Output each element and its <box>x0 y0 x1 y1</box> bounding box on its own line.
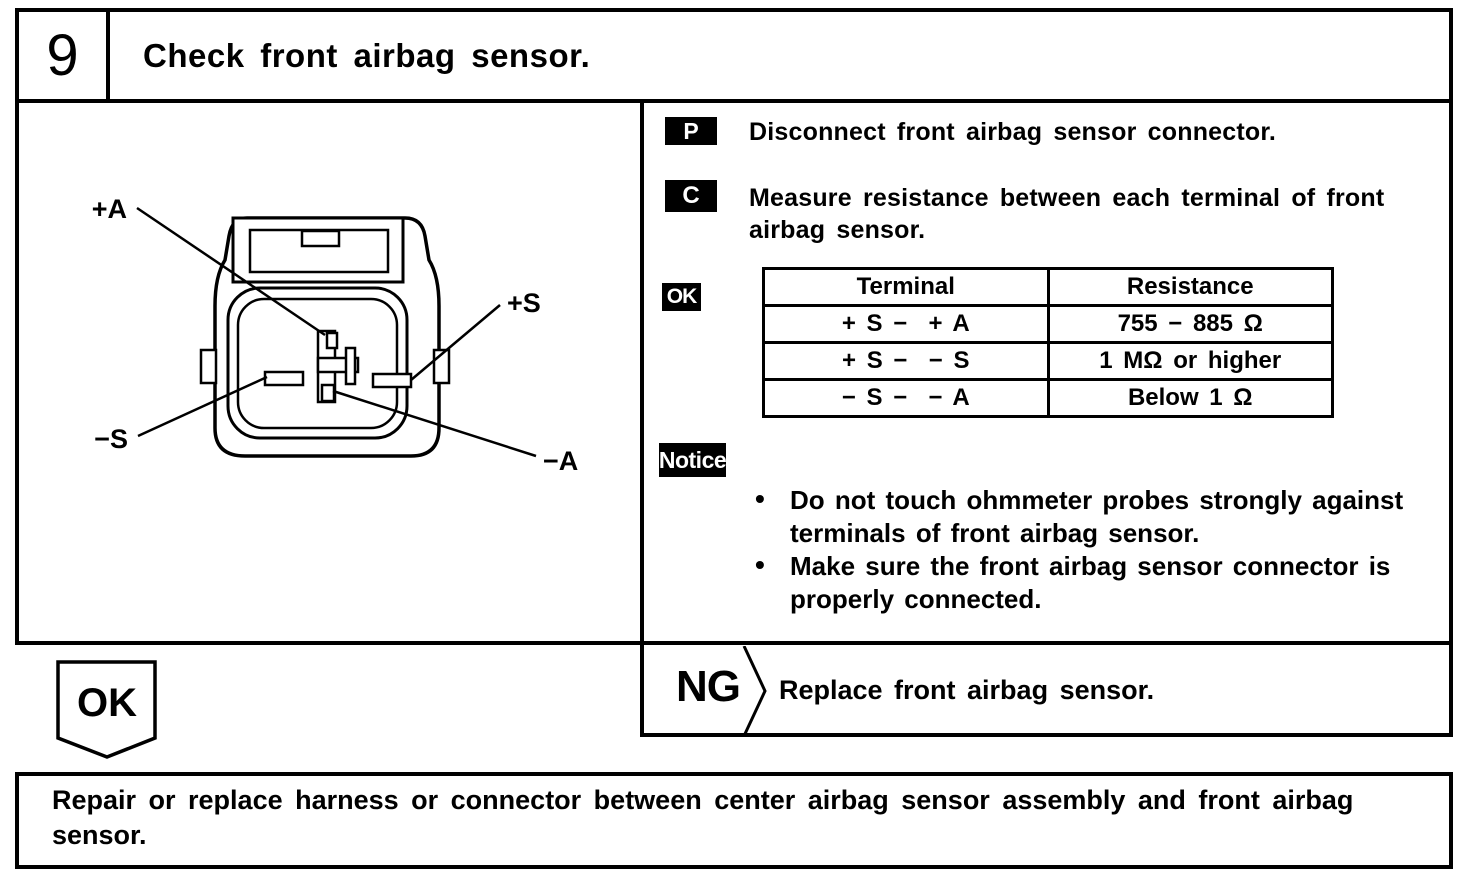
terminal-cell: + S − − S <box>764 343 1049 380</box>
column-header-terminal: Terminal <box>764 269 1049 306</box>
notice-item-text: Do not touch ohmmeter probes strongly against terminals of front airbag sensor. <box>790 485 1404 548</box>
resistance-cell: Below 1 Ω <box>1048 380 1333 417</box>
notice-list <box>749 484 1453 616</box>
step-number: 9 <box>46 23 79 88</box>
notice-item-text: Make sure the front airbag sensor connector is properly connected. <box>790 551 1391 614</box>
prepare-step-text: Disconnect front airbag sensor connector. <box>749 118 1277 146</box>
table-row <box>764 343 1333 380</box>
terminal-cell: − S − − A <box>764 380 1049 417</box>
ng-label: NG <box>676 662 740 711</box>
resistance-cell: 1 MΩ or higher <box>1048 343 1333 380</box>
table-header-row <box>764 269 1333 306</box>
check-badge: C <box>665 180 717 212</box>
label-minus-a: −A <box>543 446 579 476</box>
resistance-table <box>762 267 1334 418</box>
bullet-icon: • <box>755 483 765 514</box>
ok-result-pentagon <box>55 659 159 761</box>
check-step-text: Measure resistance between each terminal of front airbag sensor. <box>749 184 1385 244</box>
connector-tab-notch <box>302 231 339 246</box>
footer-action-text: Repair or replace harness or connector between center airbag sensor assembly and front airbag sensor. <box>52 785 1354 850</box>
resistance-cell: 755 − 885 Ω <box>1048 306 1333 343</box>
border-step-box <box>106 8 110 103</box>
connector-diagram <box>15 100 645 645</box>
table-row <box>764 306 1333 343</box>
table-row <box>764 380 1333 417</box>
label-minus-s: −S <box>94 424 128 454</box>
connector-bump-left <box>201 350 216 383</box>
ok-spec-badge: OK <box>662 283 701 311</box>
ng-action-text: Replace front airbag sensor. <box>779 675 1155 705</box>
terminal-cell: + S − + A <box>764 306 1049 343</box>
footer-action-box <box>15 772 1453 869</box>
terminal-plus-s-blade <box>373 374 411 387</box>
bullet-icon: • <box>755 549 765 580</box>
ng-chevron-icon <box>741 646 769 736</box>
prepare-badge: P <box>665 117 717 145</box>
terminal-center-step-top <box>327 333 337 348</box>
notice-badge: Notice <box>659 443 726 477</box>
column-header-resistance: Resistance <box>1048 269 1333 306</box>
ok-result-label: OK <box>77 681 137 725</box>
notice-item <box>749 550 1453 616</box>
terminal-right-stub <box>346 348 355 384</box>
label-plus-s: +S <box>507 288 541 318</box>
terminal-center-step-bottom <box>322 385 334 401</box>
label-plus-a: +A <box>91 194 127 224</box>
page-title: Check front airbag sensor. <box>143 36 591 74</box>
terminal-minus-s-blade <box>265 372 303 385</box>
notice-item <box>749 484 1453 550</box>
